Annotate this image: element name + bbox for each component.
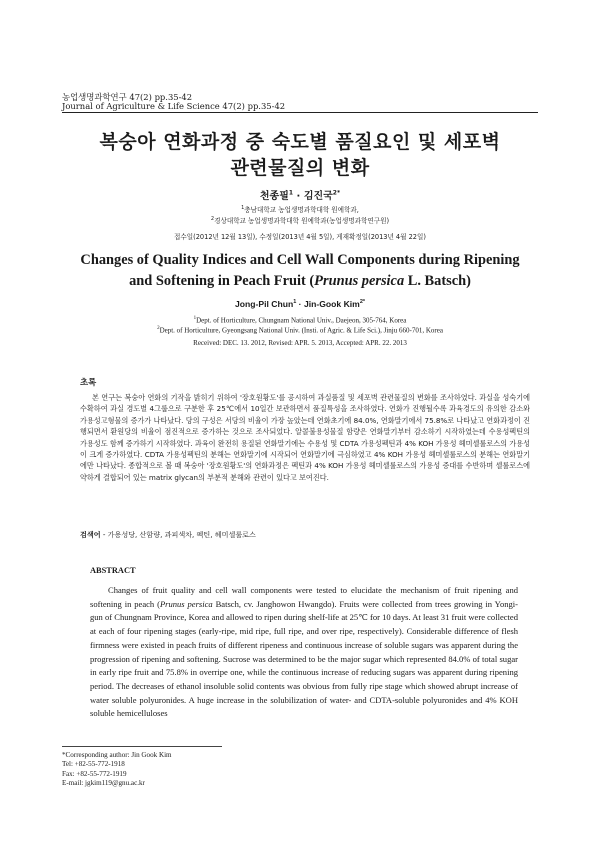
en-title-species: Prunus persica [314, 273, 405, 289]
ko-author2-sup: 2* [332, 189, 341, 197]
en-title-line2-pre: and Softening in Peach Fruit ( [129, 273, 315, 289]
abstract-heading: ABSTRACT [90, 566, 136, 575]
en-author-sep: · [296, 299, 304, 309]
en-title-line2-post: L. Batsch) [404, 273, 471, 289]
en-author2: Jin-Gook Kim [303, 299, 360, 309]
abstract-text-part1: Changes of fruit quality and cell wall components were tested to elucidate the mechanism of fruit ripening and softening in peach ( [90, 585, 518, 609]
en-aff2-sup: 2 [157, 326, 160, 331]
ko-author2: 김진국 [303, 191, 333, 202]
ko-aff1-sup: 1 [241, 205, 245, 211]
en-title-line1: Changes of Quality Indices and Cell Wall Components during Ripening [80, 252, 520, 268]
ko-abstract-body [80, 392, 530, 483]
en-aff1-text: Dept. of Horticulture, Chungnam National Univ., Daejeon, 305-764, Korea [196, 316, 407, 325]
en-title-line2 [0, 271, 600, 292]
en-aff1-sup: 1 [193, 316, 197, 321]
en-authors [0, 299, 600, 309]
abstract-body [90, 584, 518, 721]
ko-authors [0, 187, 600, 202]
ko-aff2-sup: 2 [210, 216, 215, 222]
journal-ko-line: 농업생명과학연구 47(2) pp.35-42 [62, 92, 193, 102]
ko-author1-sup: 1 [288, 189, 294, 197]
en-author1-sup: 1 [293, 299, 297, 306]
ko-title-line1: 복숭아 연화과정 중 숙도별 품질요인 및 세포벽 [99, 131, 501, 153]
abstract-text [90, 584, 518, 721]
footnote-email: E-mail: jgkim119@gnu.ac.kr [62, 779, 145, 788]
ko-title-line2: 관련물질의 변화 [230, 157, 370, 179]
ko-abstract-heading: 초록 [80, 377, 97, 387]
footnote-fax: Fax: +82-55-772-1919 [62, 769, 127, 778]
keywords-label: 검색어 [80, 530, 101, 539]
en-dates: Received: DEC. 13. 2012, Revised: APR. 5. 2013, Accepted: APR. 22. 2013 [193, 339, 407, 347]
ko-abstract-text: 본 연구는 복숭아 연화의 기작을 밝히기 위하여 '장호원황도'를 공시하여 과실품질 및 세포벽 관련물질의 변화를 조사하였다. 과실을 성숙기에 수확하여 과실 경도별 4그룹으로 구분한 후 25℃에서 10일간 보관하면서 품질특성을 조사하였다. 연화가 진행될수록 과육경도의 유의한 감소와 가용성고형물의 증가가 나타났다. 당의 구성은 서당의 비율이 가장 높았는데 연화초기에 84.0%, 연화말기에서 75.8%로 나타났고 연화과정이 진행되면서 환원당의 비율이 점진적으로 증가하는 것으로 조사되었다. 알콜불용성물질 함량은 연화말기부터 감소하기 시작하였는데 수용성펙틴의 가용성도 함께 증가하기 시작하였다. 과육이 완전히 용질된 연화말기에는 수용성 및 CDTA 가용성펙틴과 4% KOH 가용성 헤미셀룰로스의 가용성이 크게 증가하였다. CDTA 가용성펙틴의 분해는 연화말기에 시작되어 연화말기에 극심하였고 4% KOH 가용성 헤미셀룰로스의 분해는 연화말기에만 나타났다. 종합적으로 볼 때 복숭아 '장호원황도'의 연화과정은 펙틴과 4% KOH 가용성 헤미셀룰로스의 가용성 증대를 수반하며 셀룰로스에 약하게 결합되어 있는 matrix glycan의 부분적 분해와 관련이 있다고 보여진다. [80, 393, 530, 482]
ko-aff2-text: 경상대학교 농업생명과학대학 원예학과(농업생명과학연구원) [214, 217, 390, 226]
ko-aff1-text: 충남대학교 농업생명과학대학 원예학과, [244, 206, 359, 215]
ko-dates: 접수일(2012년 12월 13일), 수정일(2013년 4월 5일), 게재확정일(2013년 4월 22일) [174, 233, 426, 241]
keywords-text: - 가용성당, 산함량, 과피색차, 펙틴, 헤미셀룰로스 [102, 530, 256, 539]
en-affiliation-2 [0, 323, 600, 336]
header-rule [62, 112, 538, 113]
footnote-tel: Tel: +82-55-772-1918 [62, 760, 125, 769]
ko-author1: 천종필 [259, 191, 289, 202]
footnote-rule [62, 746, 222, 747]
abstract-species: Prunus persica [159, 598, 213, 609]
footnote [62, 751, 172, 789]
en-author1: Jong-Pil Chun [234, 299, 294, 309]
keywords [80, 530, 256, 540]
ko-affiliation-2 [0, 214, 600, 227]
abstract-text-part2: Batsch, cv. Janghowon Hwangdo). Fruits were collected from trees growing in Yongi-gun of Chungnam Province, Korea and allowed to ripen during shelf-life at 25℃ for 10 days. At least 31 fruit were collected at each of four ripening stages (early-ripe, mid ripe, full ripe, and over ripe, respectively). Considerable difference of flesh firmness were existed in peach fruits of different ripeness and continuous increase of soluble sugars was apparent during the progression of ripening and softening. Sucrose was determined to be the major sugar which represented 84.0% of total sugar in early ripe fruit and 75.8% in overripe one, while the continuous increase of reducing sugars was apparent during ripening period. The decreases of ethanol insoluble solid contents was obvious from fully ripe stage which showed abrupt increase of water soluble polyuronides. A huge increase in the solubilization of water- and CDTA-soluble polyuronides and 4% KOH soluble hemicelluloses [90, 598, 519, 719]
en-aff2-text: Dept. of Horticulture, Gyeongsang National Univ. (Insti. of Agric. & Life Sci.), Jinju 660-701, Korea [159, 326, 443, 335]
ko-author-sep: · [293, 191, 304, 202]
en-author2-sup: 2* [359, 299, 366, 306]
journal-en-line: Journal of Agriculture & Life Science 47(2) pp.35-42 [62, 101, 286, 111]
footnote-corresponding: *Corresponding author: Jin Gook Kim [62, 751, 172, 759]
